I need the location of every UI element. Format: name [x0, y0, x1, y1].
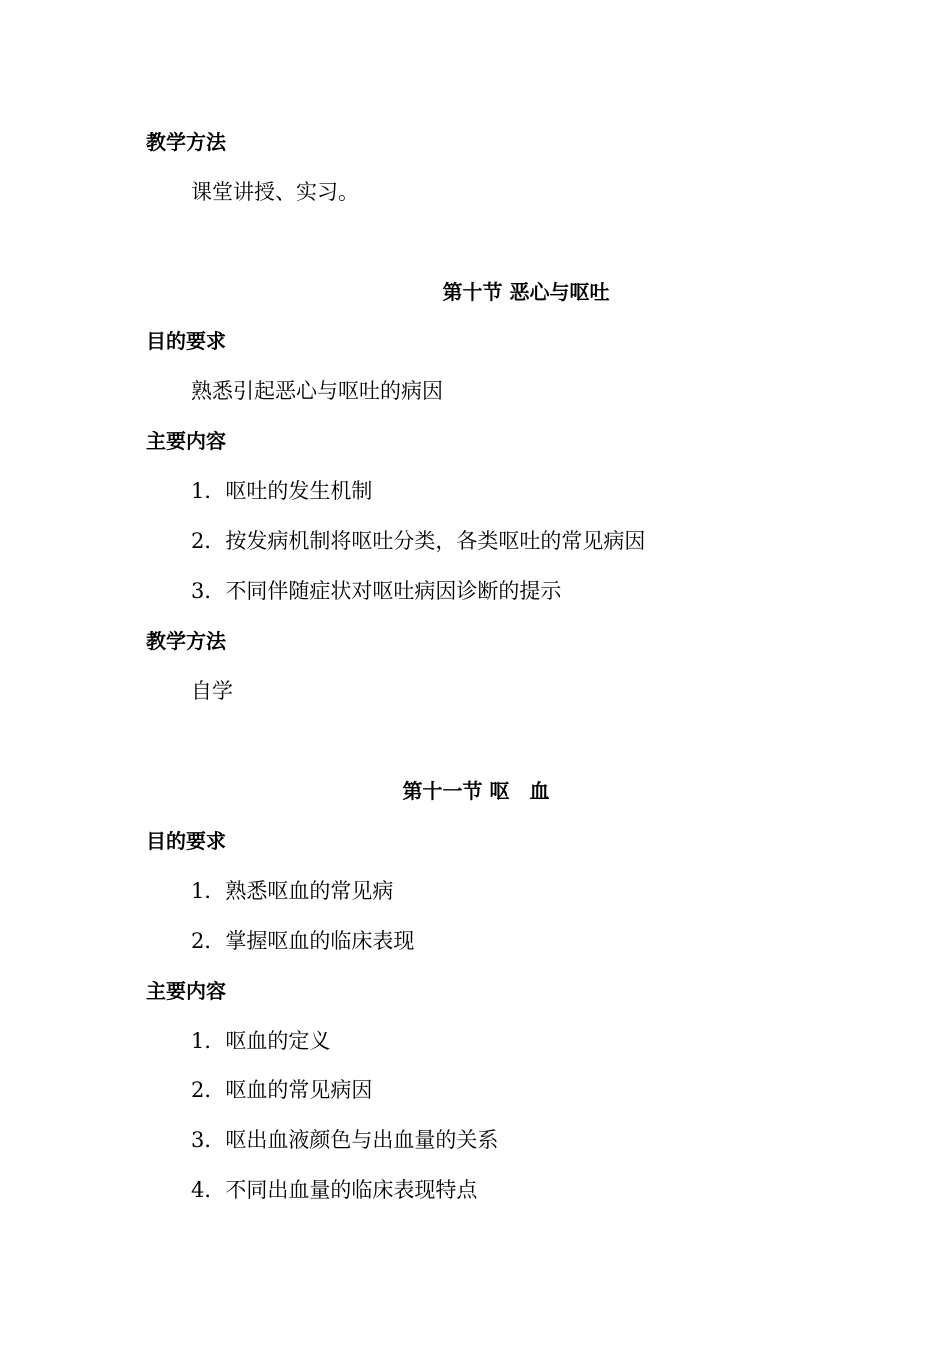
teaching-method-heading: 教学方法	[146, 130, 226, 154]
purpose-heading-11: 目的要求	[146, 829, 226, 853]
content-item-11-2: 2．呕血的常见病因	[191, 1078, 373, 1102]
purpose-heading-10: 目的要求	[146, 329, 226, 353]
content-heading-11: 主要内容	[146, 979, 226, 1003]
content-item-10-2: 2．按发病机制将呕吐分类，各类呕吐的常见病因	[191, 529, 646, 553]
content-item-11-3: 3．呕出血液颜色与出血量的关系	[191, 1128, 499, 1152]
content-item-11-4: 4．不同出血量的临床表现特点	[191, 1178, 478, 1202]
content-item-10-1: 1．呕吐的发生机制	[191, 479, 373, 503]
method-text-10: 自学	[191, 679, 233, 703]
content-item-10-3: 3．不同伴随症状对呕吐病因诊断的提示	[191, 579, 562, 603]
content-heading-10: 主要内容	[146, 429, 226, 453]
teaching-method-text: 课堂讲授、实习。	[191, 180, 359, 204]
method-heading-10: 教学方法	[146, 629, 226, 653]
purpose-item-11-2: 2．掌握呕血的临床表现	[191, 929, 415, 953]
content-item-11-1: 1．呕血的定义	[191, 1029, 331, 1053]
purpose-item-11-1: 1．熟悉呕血的常见病	[191, 879, 394, 903]
section-title-11: 第十一节 呕 血	[402, 779, 550, 803]
section-title-10: 第十节 恶心与呕吐	[442, 280, 610, 304]
purpose-text-10: 熟悉引起恶心与呕吐的病因	[191, 379, 443, 403]
